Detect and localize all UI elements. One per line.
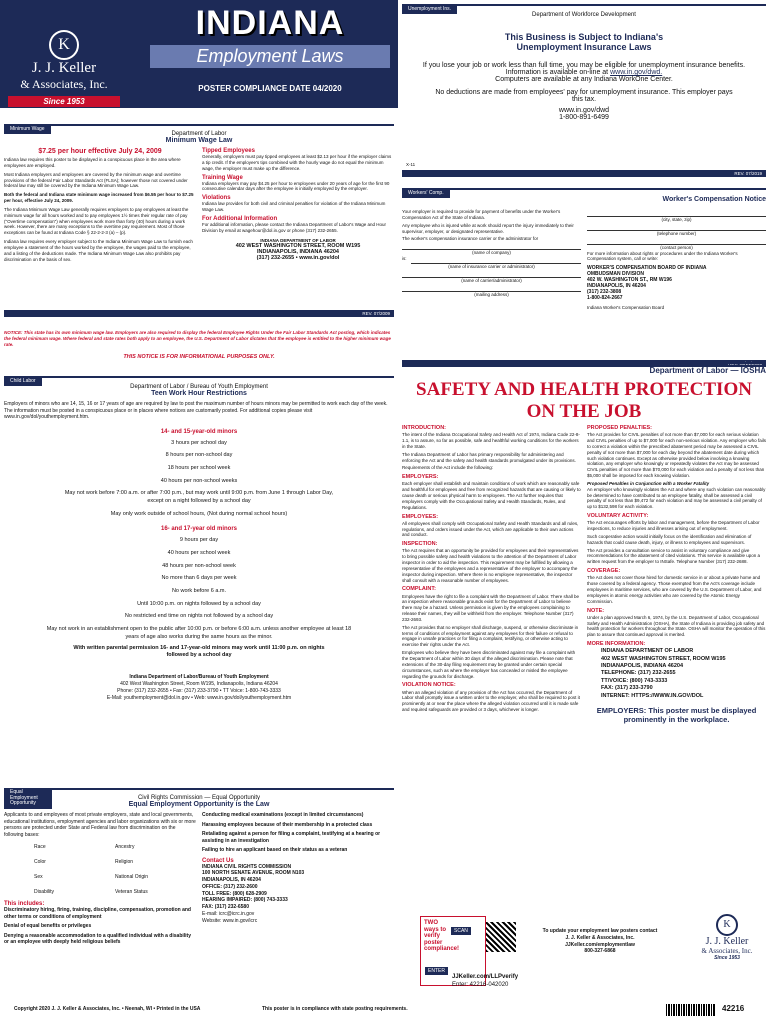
unemployment-rev: REV. 07/2019: [402, 170, 766, 177]
unemployment-dept: Department of Workforce Development: [532, 12, 636, 18]
basis-religion: Religion: [115, 859, 134, 865]
unemployment-code: X-11: [406, 162, 416, 167]
enter-label: ENTER: [425, 967, 448, 975]
workcomp-p3: The worker's compensation insurance carrier or the administrator for: [402, 236, 539, 242]
basis-race: Race: [34, 844, 46, 850]
child-tab: Child Labor: [4, 376, 42, 386]
basis-veteran: Veteran Status: [115, 889, 148, 895]
footer-logo: [690, 914, 764, 961]
fatality-text: An employer who knowingly violates the Act and where any such violation can reasonably be determined to have contributed to an employee fatality, shall be assessed a civil penalty of not less than $9,472 for each violation and may be assessed a civil penalty of up to $132,598 for each violation.: [587, 486, 766, 510]
verify-qr-code[interactable]: [486, 922, 516, 952]
verify-url[interactable]: JJKeller.com/LLPverify: [452, 974, 519, 980]
city-line[interactable]: [587, 209, 766, 217]
coverage-text: The Act does not cover those hired for domestic service in or about a private home and those covered by a federal agency. Those exempted from the Act's coverage include employees in maritime services, who are covered by the U.S. Department of Labor, and employees in atomic energy activities who are covered by the Atomic Energy Commission.: [587, 575, 762, 604]
unemployment-p1: If you lose your job or work less than full time, you may be eligible for unemployment insurance benefits. Information is available on-line at: [422, 62, 746, 76]
includes-3: Denying a reasonable accommodation to a qualified individual with a disability or an employee with deeply held religious beliefs: [4, 932, 191, 945]
violation-text: When an alleged violation of any provision of the Act has occurred, the Department of Labor shall promptly issue a written order to the employer, who shall be required to post it prominently at or near the place where the alleged violation occurred until it is made safe and required safeguards are provided or 3 days, whichever is longer.: [402, 689, 580, 713]
minwage-rate: $7.25 per hour effective July 24, 2009: [38, 148, 162, 155]
iosha-fax: FAX: (317) 233-3790: [601, 685, 653, 692]
verify-title: TWO ways to verify poster compliance!: [424, 920, 460, 953]
workcomp-rev: REV. 03/21/2005: [402, 360, 766, 367]
dol-name: INDIANA DEPARTMENT OF LABOR: [260, 237, 336, 243]
fatality-heading: Proposed Penalties in Conjunction with a Worker Fatality: [587, 480, 710, 486]
equal-employment-panel: [4, 788, 394, 996]
voluntary-text-3: The Act provides a consultation service to assist in voluntary compliance and give recommendations for the abatement of cited violations. This service is available upon a written request from the employer to INSafe. Telephone Number (317) 232-2688.: [587, 547, 761, 565]
copyright: Copyright 2020 J. J. Keller & Associates, Inc. • Neenah, WI • Printed in the USA: [14, 1006, 201, 1012]
employees-heading: EMPLOYEES:: [402, 513, 439, 520]
wcb-tollfree: 1-800-824-2667: [587, 295, 623, 302]
minwage-p5: Indiana law requires every employer subject to the Indiana Minimum Wage Law to furnish each employee a statement of the hours worked by the employee, the wages paid to the employee, and a listing of the deductions made. The Indiana Minimum Wage Law also prohibits pay discrimination on the basis of sex.: [4, 239, 193, 262]
violation-heading: VIOLATION NOTICE:: [402, 682, 456, 689]
update-text: To update your employment law posters contact J. J. Keller & Associates, Inc.: [542, 928, 658, 941]
youth-bureau-address: 402 West Washington Street, Room W195, Indianapolis, Indiana 46204: [120, 680, 278, 687]
poster-subtitle: Employment Laws: [150, 45, 390, 68]
jj-keller-logo: [8, 30, 120, 106]
dwd-link-2[interactable]: www.in.gov/dwd: [558, 107, 610, 114]
icrc-street: 100 NORTH SENATE AVENUE, ROOM N103: [202, 870, 305, 877]
youth-bureau-name: Indiana Department of Labor/Bureau of Youth Employment: [129, 673, 269, 680]
prohibited-3: Retaliating against a person for filing a complaint, testifying at a hearing or assisting in an investigation: [202, 831, 381, 844]
unemployment-p1b: Computers are available at any Indiana WorkOne Center.: [495, 76, 673, 83]
display-requirement: EMPLOYERS: This poster must be displayed prominently in the workplace.: [596, 706, 757, 725]
minimum-wage-panel: [4, 124, 394, 330]
rule-16-1: 9 hours per day: [179, 537, 219, 544]
icrc-hearing: HEARING IMPAIRED: (800) 743-3333: [202, 897, 288, 904]
includes-1: Discriminatory hiring, firing, training, discipline, compensation, promotion and other terms or conditions of employment: [4, 907, 191, 920]
wcb-city: INDIANAPOLIS, IN 46204: [587, 283, 646, 290]
wcb-phone: (317) 232-3808: [587, 289, 622, 296]
since-label: Since 1953: [8, 96, 120, 107]
intro-text-3: Requirements of the Act include the following:: [402, 465, 494, 471]
more-info-heading: MORE INFORMATION:: [587, 641, 646, 648]
scan-label: SCAN: [451, 927, 471, 935]
header-banner: [0, 0, 398, 108]
minwage-p1: Indiana law requires this poster to be displayed in a conspicuous place in the area where employees are employed.: [4, 157, 181, 168]
basis-sex: Sex: [34, 874, 43, 880]
minors-14-15-heading: 14- and 15-year-old minors: [160, 428, 238, 435]
coverage-heading: COVERAGE:: [587, 568, 621, 575]
mailing-line[interactable]: [402, 284, 581, 292]
icrc-tollfree: TOLL FREE: (800) 628-2909: [202, 890, 267, 897]
child-dept: Department of Labor / Bureau of Youth Employment: [130, 384, 268, 390]
youth-bureau-phone: Phone: (317) 232-2655 • Fax: (317) 233-3790 • TT Voice: 1-800-743-3333: [117, 687, 281, 694]
intro-heading: INTRODUCTION:: [402, 425, 446, 431]
prohibited-2: Harassing employees because of their membership in a protected class: [202, 821, 373, 828]
voluntary-text: The Act encourages efforts by labor and management, before the Department of Labor inspections, to reduce injuries and illnesses arising out of employment.: [587, 520, 760, 532]
city-label: (city, state, zip): [661, 217, 692, 222]
inspection-text: The Act requires that an opportunity be provided for employees and their representatives to bring possible safety and health violations to the attention of the Department of Labor inspector in order to aid the inspection. This requirement may be fulfilled by allowing a representative of the employees and a representative of the employer to accompany the inspector during inspection. Where there is no employee representative, the inspector shall consult with a reasonable number of employees.: [402, 548, 579, 583]
prohibited-4: Failing to hire an applicant based on their status as a veteran: [202, 847, 348, 853]
rule-14-3: 18 hours per school week: [167, 464, 231, 471]
child-labor-panel: [4, 376, 394, 780]
verify-code: Enter: 42216-042020: [452, 981, 509, 988]
iosha-internet[interactable]: INTERNET: HTTPS://WWW.IN.GOV/DOL: [601, 692, 704, 699]
inspection-heading: INSPECTION:: [402, 541, 438, 548]
rule-14-2: 8 hours per non-school day: [165, 452, 233, 459]
company-label: (name of company): [472, 250, 511, 256]
workcomp-p1: Your employer is required to provide for payment of benefits under the Worker's Compensation Act of the State of Indiana.: [402, 209, 561, 220]
icrc-city: INDIANAPOLIS, IN 46204: [202, 877, 261, 883]
unemployment-panel: [402, 4, 766, 176]
rule-14-4: 40 hours per non-school weeks: [160, 477, 238, 484]
update-phone: 800-327-6868: [584, 948, 616, 955]
basis-ancestry: Ancestry: [115, 844, 135, 850]
iosha-dept: Department of Labor — IOSHA: [649, 366, 766, 375]
carrier-line[interactable]: [411, 256, 582, 264]
rule-16-7: No restricted end time on nights not followed by a school day: [124, 613, 274, 620]
keller-emblem-icon: K: [49, 30, 79, 60]
telephone-line[interactable]: [587, 223, 766, 231]
rule-16-4: No more than 6 days per week: [161, 575, 237, 582]
violations-heading: Violations: [202, 195, 231, 202]
carrier2-label: (name of carrier/administrator): [461, 277, 522, 283]
intro-text-2: The Indiana Department of Labor has primary responsibility for administering and enforcing the Act and the safety and health standards promulgated under its provisions.: [402, 451, 576, 463]
equal-tab: Equal Employment Opportunity: [4, 788, 52, 809]
icrc-email[interactable]: E-mail: icrc@icrc.in.gov: [202, 910, 255, 917]
icrc-fax: FAX: (317) 232-6580: [202, 904, 249, 910]
equal-p1: Applicants to and employees of most private employers, state and local governments, educational institutions, employment agencies and labor organizations with six or more persons are protected under State and Federal law from discrimination on the following bases:: [4, 812, 196, 838]
rule-16-5: No work before 6 a.m.: [171, 588, 227, 595]
child-intro: Employers of minors who are 14, 15, 16 or 17 years of age are required by law to post the maximum number of hours minors may be permitted to work each day of the week. The information must be posted in a conspicuous place or in places where notices are customarily posted. For additional copies please visit www.in.gov/dol/youthemployment.htm.: [4, 401, 388, 420]
iosha-phone: TELEPHONE: (317) 232-2655: [601, 670, 676, 677]
basis-color: Color: [34, 859, 46, 865]
penalties-heading: PROPOSED PENALTIES:: [587, 425, 652, 431]
complaint-text-3: Employees who believe they have been discriminated against may file a complaint with the Department of Labor within 30 days of the alleged discrimination. Please note that extensions of the 30-day filing requirement may be granted under certain special circumstances, such as where the employer has concealed or misled the employee regarding the grounds for discharge.: [402, 650, 576, 679]
wcb-footer: Indiana Worker's Compensation Board: [587, 305, 665, 311]
rule-14-6: May only work outside of school hours, (Not during normal school hours): [110, 510, 288, 517]
dwd-phone: 1-800-891-6499: [559, 114, 609, 121]
brand-suffix: & Associates, Inc.: [20, 77, 108, 91]
dol-city: INDIANAPOLIS, INDIANA 46204: [256, 249, 339, 256]
unemployment-title-2: Unemployment Insurance Laws: [516, 42, 652, 52]
employers-heading: EMPLOYERS:: [402, 474, 439, 481]
minwage-rev: REV. 07/2009: [4, 310, 394, 317]
employees-text: All employees shall comply with Occupational Safety and Health Standards and all rules, regulations, and orders issued under the Act, which are applicable to their own actions and conduct.: [402, 520, 579, 538]
workcomp-tab: Workers' Comp.: [402, 188, 450, 198]
training-text: Indiana employers may pay $4.25 per hour to employees under 20 years of age for the first 90 consecutive calendar days after the employee is initially employed by the employer.: [202, 180, 390, 192]
workcomp-p2: Any employee who is injured while at work should report the injury immediately to their supervisor, employer, or designated representative.: [402, 222, 574, 234]
includes-2: Denial of equal benefits or privileges: [4, 923, 92, 929]
complaint-heading: COMPLAINT:: [402, 586, 436, 593]
footer-brand: J. J. Keller: [705, 936, 749, 947]
parental-permission: With written parental permission 16- and 17-year-old minors may work until 11:00 p.m. on nights followed by a school day: [73, 644, 325, 659]
includes-heading: This includes:: [4, 901, 45, 907]
unemployment-title-1: This Business is Subject to Indiana's: [504, 32, 664, 42]
note-heading: NOTE:: [587, 607, 605, 614]
minors-16-17-heading: 16- and 17-year old minors: [160, 526, 238, 533]
minwage-p3: Both the federal and Indiana state minimum wage increased from $6.55 per hour to $7.25 per hour, effective July 24, 2009.: [4, 192, 194, 204]
employers-text: Each employer shall establish and maintain conditions of work which are reasonably safe and healthful for employees and free from recognized hazards that are causing or likely to cause death or serious physical harm to employees. The Act further requires that employers comply with the Occupational Safety and Health Standards, Rules, and Regulations.: [402, 481, 581, 510]
minwage-notice: NOTICE: This state has its own minimum wage law. Employers are also required to display the federal Employee Rights Under the Fair Labor Standards Act posting, which indicates the federal minimum wage. Where federal and state rates both apply to an employee, the U.S. Department of Labor dictates that the employee is entitled to the higher minimum wage rate.: [4, 330, 391, 347]
telephone-label: (telephone number): [656, 230, 697, 236]
rule-16-3: 48 hours per non-school week: [162, 562, 236, 569]
icrc-office: OFFICE: (317) 232-2600: [202, 883, 258, 890]
dol-street: 402 WEST WASHINGTON STREET, ROOM W195: [235, 243, 361, 250]
basis-national-origin: National Origin: [115, 874, 149, 880]
tipped-heading: Tipped Employees: [202, 148, 255, 154]
basis-disability: Disability: [34, 889, 55, 895]
safety-panel: [402, 362, 766, 910]
contact-heading: Contact Us: [202, 857, 234, 864]
iosha-street: 402 WEST WASHINGTON STREET, ROOM W195: [601, 655, 726, 662]
brand-name: J. J. Keller: [31, 60, 97, 76]
carrier2-line[interactable]: [402, 270, 581, 278]
rule-14-1: 3 hours per school day: [171, 439, 227, 446]
keller-footer-icon: K: [716, 914, 738, 936]
info-text: For additional information, please contact the Indiana Department of Labor's Wage and Hour Division by email at wagehour@dol.in.gov or phone (317) 232-2655.: [202, 221, 387, 233]
rule-16-2: 40 hours per school week: [167, 550, 231, 556]
intro-text: The intent of the Indiana Occupational Safety and Health Act of 1974, Indiana Code 22-8-1.1, is to assure, so far as possible, safe and healthful working conditions for the workers in the State.: [402, 432, 580, 449]
rule-16-6: Until 10:00 p.m. on nights followed by a school day: [137, 600, 261, 607]
workers-comp-panel: [402, 188, 766, 366]
tipped-text: Generally, employers must pay tipped employees at least $2.13 per hour if the employer claims a tip credit. If the employee's tips combined with the hourly wage do not equal the minimum wage, the employer must make up the difference.: [202, 154, 392, 171]
poster-title: [150, 4, 390, 68]
wcb-division: OMBUDSMAN DIVISION: [587, 271, 644, 278]
iosha-name: INDIANA DEPARTMENT OF LABOR: [601, 648, 694, 655]
icrc-name: INDIANA CIVIL RIGHTS COMMISSION: [202, 863, 292, 870]
footer-since: Since 1953: [714, 955, 740, 961]
training-heading: Training Wage: [202, 174, 243, 181]
company-line[interactable]: [402, 242, 581, 250]
contact-line[interactable]: [587, 237, 766, 245]
violations-text: Indiana law provides for both civil and criminal penalties for violation of the Indiana Minimum Wage Law.: [202, 201, 386, 213]
update-url[interactable]: JJKeller.com/employmentlaw: [565, 941, 635, 948]
minwage-dept: Department of Labor: [171, 131, 227, 137]
minwage-tab: Minimum Wage: [4, 124, 51, 134]
barcode: [666, 1004, 716, 1016]
is-label: is:: [402, 256, 407, 262]
update-info: [540, 928, 660, 955]
info-heading: For Additional Information: [202, 215, 278, 222]
rule-14-5: May not work before 7:00 a.m. or after 7:00 p.m., but may work until 9:00 p.m. from June 1 through Labor Day, except on a night followed by a school day: [64, 490, 334, 504]
note-text: Under a plan approved March 6, 1974, by the U.S. Department of Labor, Occupational Safety and Health Administration (OSHA), the State of Indiana is providing job safety and health protection for workers throughout the State. OSHA will monitor the operation of this plan to assure that continued approval is merited.: [587, 614, 766, 638]
prohibited-1: Conducting medical examinations (except in limited circumstances): [202, 812, 364, 818]
compliance-statement: This poster is in compliance with state posting requirements.: [262, 1006, 408, 1012]
voluntary-heading: VOLUNTARY ACTIVITY:: [587, 513, 649, 520]
iosha-ttvoice: TT/VOICE: (800) 743-3333: [601, 677, 668, 684]
workcomp-p4: For more information about rights or procedures under the Indiana Worker's Compensation system, call or write:: [587, 250, 738, 262]
equal-title: Equal Employment Opportunity is the Law: [128, 801, 270, 808]
informational-notice: THIS NOTICE IS FOR INFORMATIONAL PURPOSES ONLY.: [123, 354, 275, 360]
child-title: Teen Work Hour Restrictions: [151, 390, 247, 397]
poster-number: 42216: [722, 1004, 745, 1013]
youth-bureau-email[interactable]: E-Mail: youthemployment@dol.in.gov • Web: www.in.gov/dol/youthemployment.htm: [106, 694, 292, 701]
wcb-name: WORKER'S COMPENSATION BOARD OF INDIANA: [587, 265, 707, 272]
carrier-label: (name of insurance carrier or administrator): [448, 264, 535, 270]
rule-16-8: May not work in an establishment open to the public after 10:00 p.m. or before 6:00 a.m. unless another employee at least 18 years of age also works during the same hours as the minor.: [46, 626, 352, 640]
penalties-text: The Act provides for CIVIL penalties of not more than $7,000 for each serious violation and CIVIL penalties of up to $7,000 for each non-serious violation. Any employer who fails to correct a violation within the prescribed abatement period may be assessed a CIVIL penalty of not more than $7,000 for each day beyond the abatement date during which such violation continues. Except as otherwise provided below involving a knowing violation, any employer who knowingly or repeatedly violates the Act may be assessed CIVIL penalties of not more than $70,000 for each violation and a penalty of not less than $5,000 shall be imposed for each knowing violation.: [587, 432, 766, 479]
minwage-p4: The Indiana Minimum Wage Law generally requires employers to pay employees at least the minimum wage for all hours worked and to pay employees 1½ times their regular rate of pay ("Overtime compensation") when employees work more than forty (40) hours during a work week. However, there are many exceptions to the overtime pay requirement. Most of those exceptions can be found at Indiana Code § 22-2-2-3 (a) – (p).: [4, 206, 189, 236]
safety-title-1: SAFETY AND HEALTH PROTECTION: [416, 379, 752, 400]
unemployment-tab: Unemployment Ins.: [402, 4, 457, 14]
unemployment-p2: No deductions are made from employees' pay for unemployment insurance. This employer pays this tax.: [435, 89, 733, 103]
unemployment-text: [402, 62, 766, 83]
equal-dept: Civil Rights Commission — Equal Opportunity: [137, 795, 261, 801]
minwage-title: Minimum Wage Law: [165, 137, 233, 144]
minwage-p2: Most Indiana employers and employees are covered by the minimum wage and overtime provisions of the federal Fair Labor Standards Act (FLSA); however those not covered under federal law may still be covered by the Indiana Minimum Wage Law.: [4, 171, 188, 189]
state-title: INDIANA: [195, 4, 345, 42]
iosha-city: INDIANAPOLIS, INDIANA 46204: [601, 663, 684, 670]
dol-phone: (317) 232-2655 • www.in.gov/dol: [256, 255, 340, 262]
dwd-link[interactable]: www.in.gov/dwd.: [610, 69, 663, 76]
mailing-label: (mailing address): [474, 291, 509, 297]
complaint-text: Employees have the right to file a complaint with the Department of Labor. There shall be an inspection where reasonable grounds exist for the Department of Labor to believe there may be a hazard. Unless permission is given by the employees complaining to release their names, they will be withheld from the employer. Telephone Number (317) 232-2693.: [402, 593, 580, 622]
complaint-text-2: The Act provides that no employer shall discharge, suspend, or otherwise discriminate in terms of conditions of employment against any employees for their failure or refusal to engage in unsafe practices or for filing a complaint, testifying, or otherwise acting to exercise their rights under the Act.: [402, 624, 579, 648]
voluntary-text-2: Such cooperative action would initially focus on the identification and elimination of hazards that could cause death, injury, or illness to employees and supervisors.: [587, 533, 752, 545]
safety-title-2: ON THE JOB: [526, 401, 642, 422]
wcb-street: 402 W. WASHINGTON ST., RM W196: [587, 277, 672, 284]
compliance-date: POSTER COMPLIANCE DATE 04/2020: [198, 84, 342, 93]
verify-text: [452, 974, 518, 990]
footer-brand-suffix: & Associates, Inc.: [701, 947, 753, 955]
contact-label: (contact person): [660, 244, 693, 250]
icrc-website[interactable]: Website: www.in.gov/icrc: [202, 917, 258, 924]
workcomp-title: Worker's Compensation Notice: [662, 196, 766, 203]
